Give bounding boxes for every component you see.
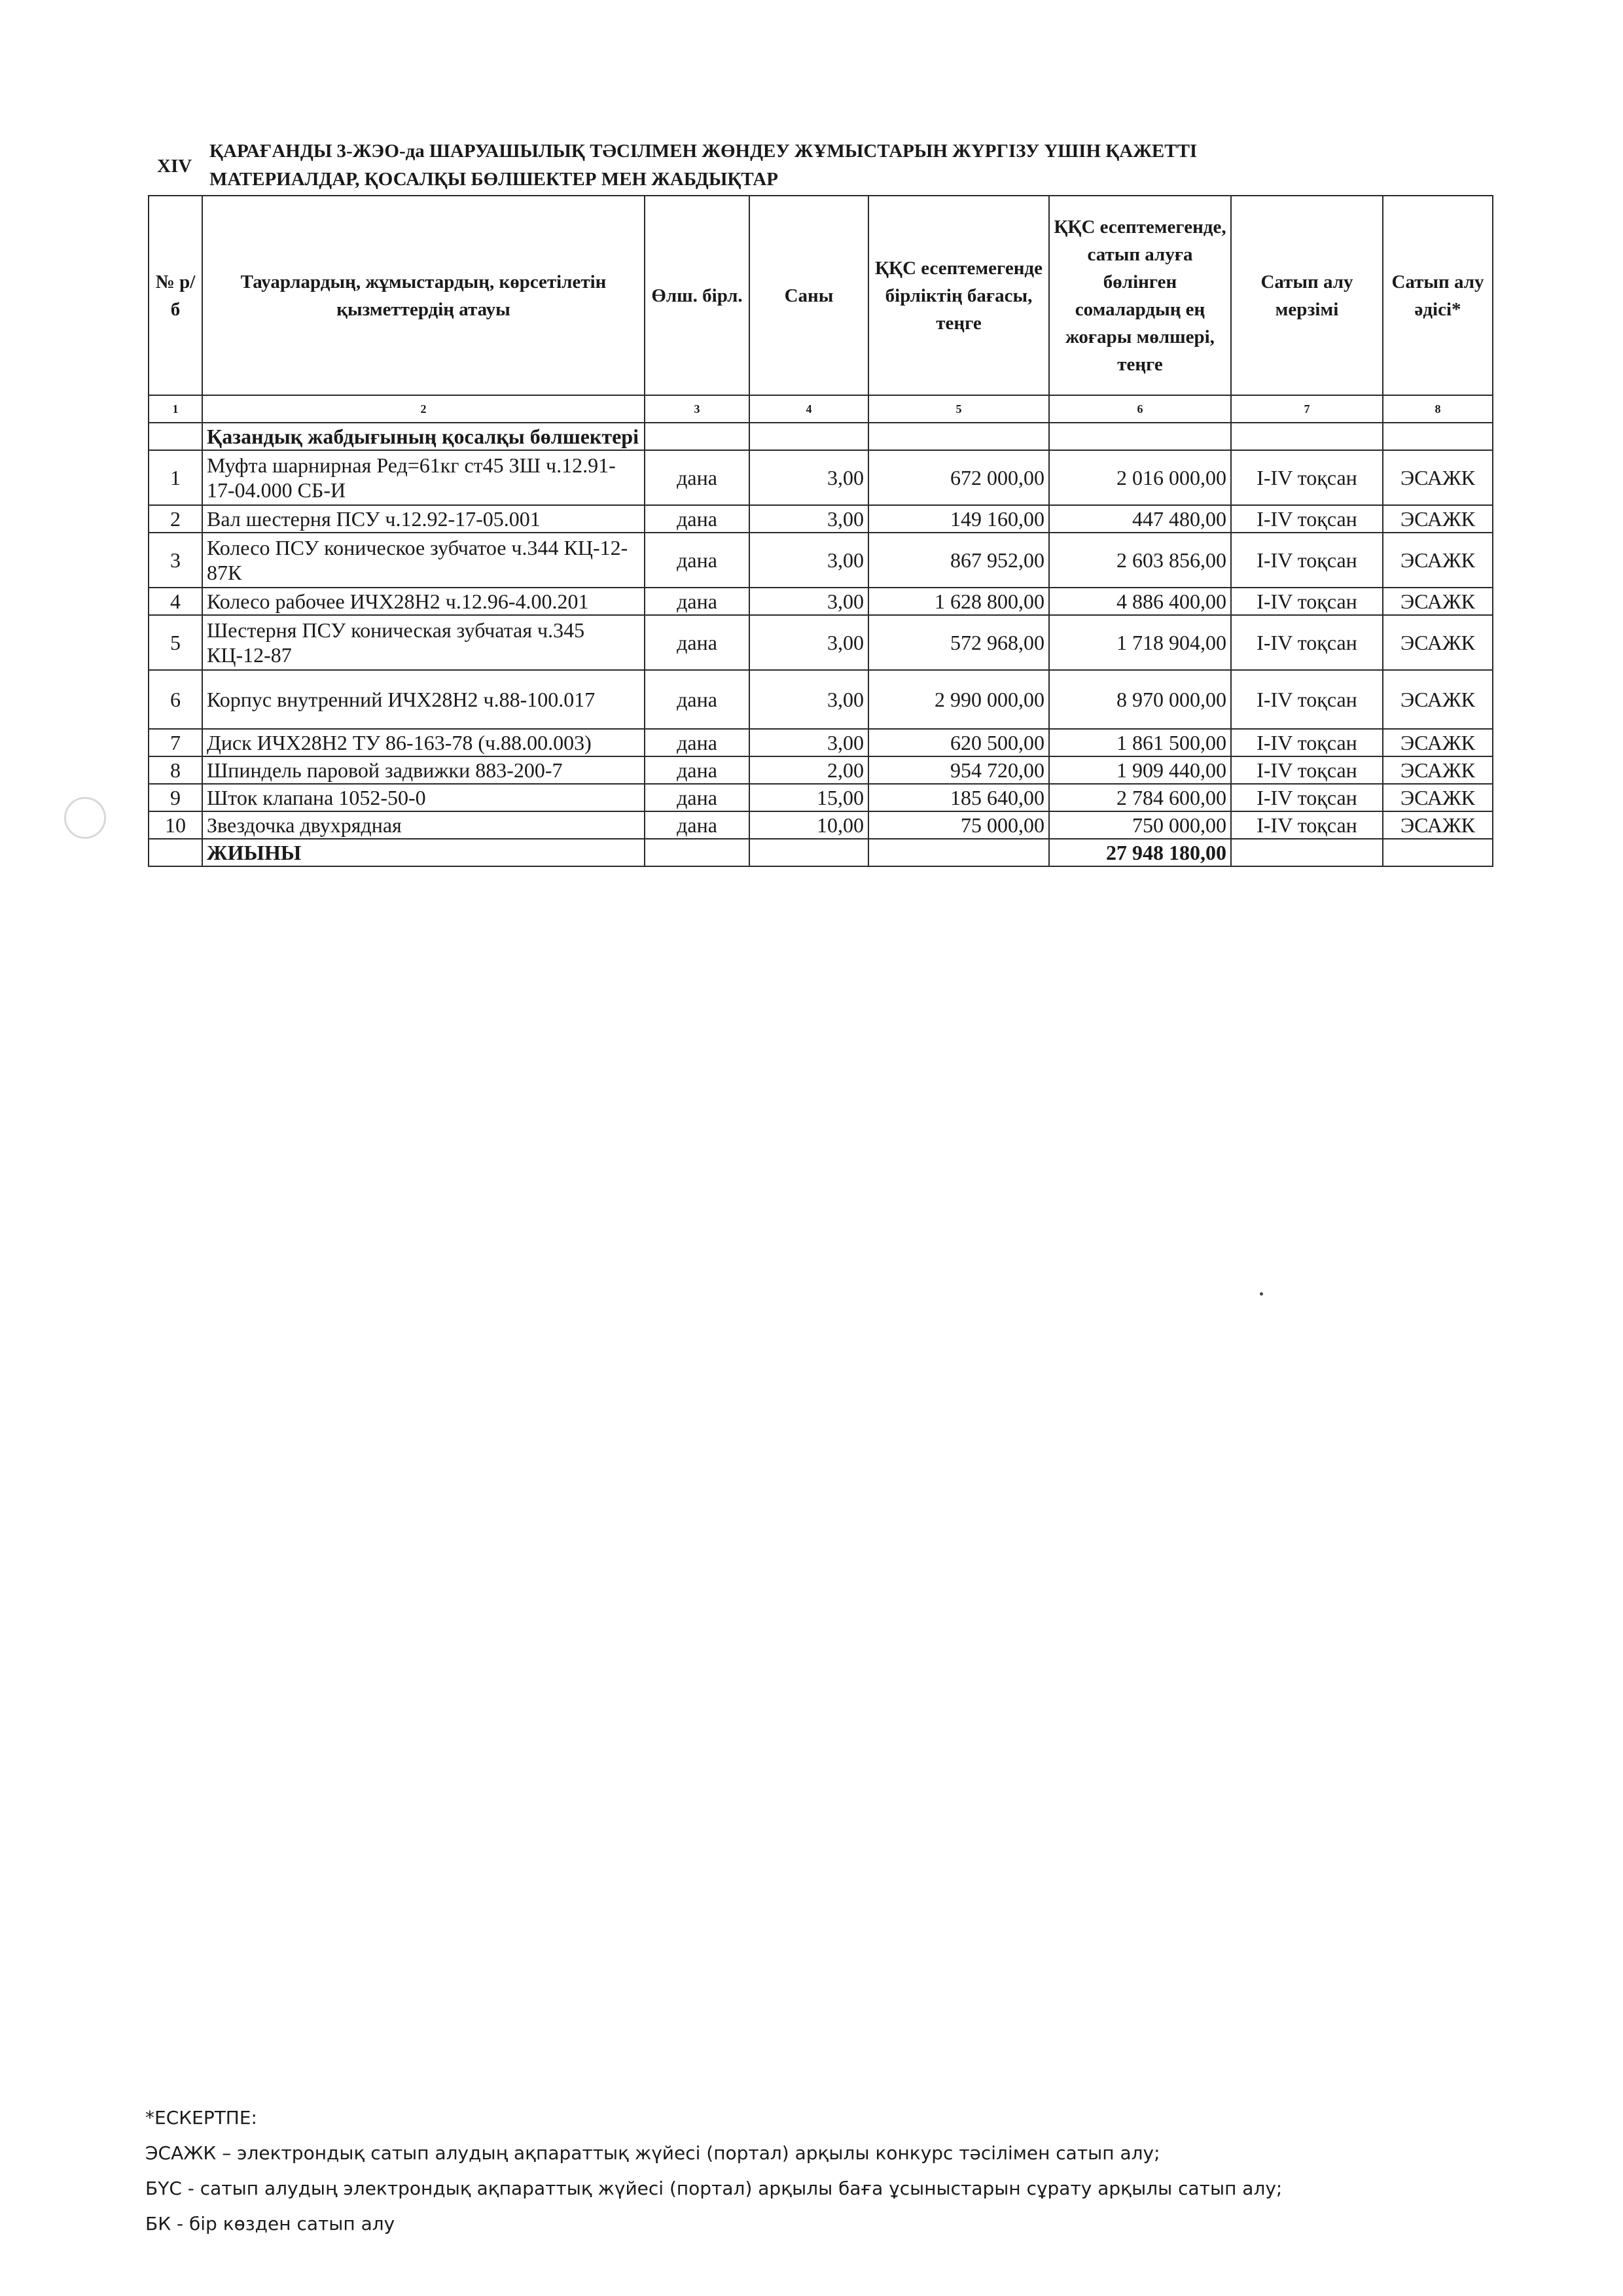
item-period: I-IV тоқсан xyxy=(1231,588,1383,615)
item-unit-price: 954 720,00 xyxy=(868,756,1049,784)
group-title: Қазандық жабдығының қосалқы бөлшектері xyxy=(202,423,645,450)
item-name: Звездочка двухрядная xyxy=(202,811,645,839)
document-header xyxy=(149,137,1380,195)
item-method: ЭСАЖК xyxy=(1383,729,1493,756)
item-unit-price: 867 952,00 xyxy=(868,533,1049,588)
item-quantity: 3,00 xyxy=(749,615,868,670)
total-row xyxy=(149,839,1493,866)
item-quantity: 3,00 xyxy=(749,670,868,729)
item-period: I-IV тоқсан xyxy=(1231,450,1383,505)
item-unit-price: 1 628 800,00 xyxy=(868,588,1049,615)
table-row xyxy=(149,450,1493,505)
item-method: ЭСАЖК xyxy=(1383,450,1493,505)
column-number: 3 xyxy=(645,395,749,423)
column-number: 5 xyxy=(868,395,1049,423)
table-row xyxy=(149,756,1493,784)
item-method: ЭСАЖК xyxy=(1383,588,1493,615)
table-row xyxy=(149,615,1493,670)
group-row xyxy=(149,423,1493,450)
item-sum: 4 886 400,00 xyxy=(1049,588,1231,615)
column-number: 6 xyxy=(1049,395,1231,423)
item-unit: дана xyxy=(645,784,749,811)
column-number: 7 xyxy=(1231,395,1383,423)
item-unit: дана xyxy=(645,756,749,784)
footnote-line: БК - бір көзден сатып алу xyxy=(145,2213,395,2234)
item-name: Шпиндель паровой задвижки 883-200-7 xyxy=(202,756,645,784)
total-sum: 27 948 180,00 xyxy=(1049,839,1231,866)
item-method: ЭСАЖК xyxy=(1383,670,1493,729)
table-row xyxy=(149,505,1493,533)
item-name: Вал шестерня ПСУ ч.12.92-17-05.001 xyxy=(202,505,645,533)
item-unit-price: 149 160,00 xyxy=(868,505,1049,533)
item-sum: 1 909 440,00 xyxy=(1049,756,1231,784)
item-method: ЭСАЖК xyxy=(1383,505,1493,533)
punch-hole-mark xyxy=(64,797,106,839)
item-quantity: 3,00 xyxy=(749,450,868,505)
row-number: 8 xyxy=(149,756,202,784)
column-number: 2 xyxy=(202,395,645,423)
item-name: Шестерня ПСУ коническая зубчатая ч.345 КЦ-12-87 xyxy=(202,615,645,670)
column-number: 1 xyxy=(149,395,202,423)
table-row xyxy=(149,811,1493,839)
row-number: 7 xyxy=(149,729,202,756)
item-period: I-IV тоқсан xyxy=(1231,729,1383,756)
item-unit-price: 185 640,00 xyxy=(868,784,1049,811)
column-number: 4 xyxy=(749,395,868,423)
item-method: ЭСАЖК xyxy=(1383,533,1493,588)
col-header-period: Сатып алу мерзімі xyxy=(1231,196,1383,395)
item-sum: 2 603 856,00 xyxy=(1049,533,1231,588)
item-quantity: 3,00 xyxy=(749,729,868,756)
item-sum: 750 000,00 xyxy=(1049,811,1231,839)
item-unit: дана xyxy=(645,811,749,839)
item-quantity: 10,00 xyxy=(749,811,868,839)
item-period: I-IV тоқсан xyxy=(1231,533,1383,588)
item-method: ЭСАЖК xyxy=(1383,756,1493,784)
item-unit-price: 620 500,00 xyxy=(868,729,1049,756)
footnote-line: БҮС - сатып алудың электрондық ақпараттық жүйесі (портал) арқылы баға ұсыныстарын сұрату арқылы сатып алу; xyxy=(145,2178,1283,2199)
item-period: I-IV тоқсан xyxy=(1231,670,1383,729)
item-sum: 1 861 500,00 xyxy=(1049,729,1231,756)
row-number: 6 xyxy=(149,670,202,729)
item-method: ЭСАЖК xyxy=(1383,784,1493,811)
item-unit: дана xyxy=(645,729,749,756)
item-sum: 2 016 000,00 xyxy=(1049,450,1231,505)
col-header-max-sum: ҚҚС есептемегенде, сатып алуға бөлінген сомалардың ең жоғары мөлшері, теңге xyxy=(1049,196,1231,395)
col-header-number: № р/б xyxy=(149,196,202,395)
item-quantity: 3,00 xyxy=(749,533,868,588)
item-unit-price: 75 000,00 xyxy=(868,811,1049,839)
item-period: I-IV тоқсан xyxy=(1231,615,1383,670)
item-unit: дана xyxy=(645,450,749,505)
item-sum: 2 784 600,00 xyxy=(1049,784,1231,811)
item-quantity: 15,00 xyxy=(749,784,868,811)
col-header-method: Сатып алу әдісі* xyxy=(1383,196,1493,395)
item-unit: дана xyxy=(645,670,749,729)
col-header-name: Тауарлардың, жұмыстардың, көрсетілетін қызметтердің атауы xyxy=(202,196,645,395)
item-name: Шток клапана 1052-50-0 xyxy=(202,784,645,811)
section-number: XIV xyxy=(157,156,192,177)
row-number: 1 xyxy=(149,450,202,505)
row-number: 10 xyxy=(149,811,202,839)
item-period: I-IV тоқсан xyxy=(1231,505,1383,533)
item-sum: 8 970 000,00 xyxy=(1049,670,1231,729)
procurement-table xyxy=(148,195,1493,867)
item-unit: дана xyxy=(645,505,749,533)
column-number-row xyxy=(149,395,1493,423)
item-sum: 447 480,00 xyxy=(1049,505,1231,533)
item-unit: дана xyxy=(645,533,749,588)
item-period: I-IV тоқсан xyxy=(1231,784,1383,811)
item-unit-price: 2 990 000,00 xyxy=(868,670,1049,729)
item-method: ЭСАЖК xyxy=(1383,615,1493,670)
table-row xyxy=(149,588,1493,615)
col-header-unit-price: ҚҚС есептемегенде бірліктің бағасы, теңге xyxy=(868,196,1049,395)
table-row xyxy=(149,533,1493,588)
col-header-unit: Өлш. бірл. xyxy=(645,196,749,395)
row-number: 9 xyxy=(149,784,202,811)
table-row xyxy=(149,670,1493,729)
document-title: ҚАРАҒАНДЫ 3-ЖЭО-да ШАРУАШЫЛЫҚ ТӘСІЛМЕН ЖӨНДЕУ ЖҰМЫСТАРЫН ЖҮРГІЗУ ҮШІН ҚАЖЕТТІ МАТЕРИАЛДАР, ҚОСАЛҚЫ БӨЛШЕКТЕР МЕН ЖАБДЫҚТАР xyxy=(209,141,1198,190)
item-unit: дана xyxy=(645,615,749,670)
item-method: ЭСАЖК xyxy=(1383,811,1493,839)
col-header-quantity: Саны xyxy=(749,196,868,395)
column-number: 8 xyxy=(1383,395,1493,423)
item-quantity: 3,00 xyxy=(749,505,868,533)
item-quantity: 3,00 xyxy=(749,588,868,615)
row-number: 2 xyxy=(149,505,202,533)
item-sum: 1 718 904,00 xyxy=(1049,615,1231,670)
footnote-heading: *ЕСКЕРТПЕ: xyxy=(145,2107,257,2128)
table-row xyxy=(149,729,1493,756)
item-unit: дана xyxy=(645,588,749,615)
item-name: Колесо рабочее ИЧХ28Н2 ч.12.96-4.00.201 xyxy=(202,588,645,615)
total-label: ЖИЫНЫ xyxy=(202,839,645,866)
item-name: Колесо ПСУ коническое зубчатое ч.344 КЦ-12-87К xyxy=(202,533,645,588)
header-row xyxy=(149,196,1493,395)
row-number: 4 xyxy=(149,588,202,615)
scan-dot xyxy=(1260,1292,1263,1296)
item-unit-price: 672 000,00 xyxy=(868,450,1049,505)
item-unit-price: 572 968,00 xyxy=(868,615,1049,670)
row-number: 5 xyxy=(149,615,202,670)
item-period: I-IV тоқсан xyxy=(1231,756,1383,784)
item-period: I-IV тоқсан xyxy=(1231,811,1383,839)
item-quantity: 2,00 xyxy=(749,756,868,784)
row-number: 3 xyxy=(149,533,202,588)
item-name: Диск ИЧХ28Н2 ТУ 86-163-78 (ч.88.00.003) xyxy=(202,729,645,756)
footnote-block xyxy=(145,2100,1552,2242)
item-name: Муфта шарнирная Ред=61кг ст45 ЗШ ч.12.91-17-04.000 СБ-И xyxy=(202,450,645,505)
item-name: Корпус внутренний ИЧХ28Н2 ч.88-100.017 xyxy=(202,670,645,729)
table-row xyxy=(149,784,1493,811)
footnote-line: ЭСАЖК – электрондық сатып алудың ақпараттық жүйесі (портал) арқылы конкурс тәсілімен сатып алу; xyxy=(145,2142,1160,2164)
